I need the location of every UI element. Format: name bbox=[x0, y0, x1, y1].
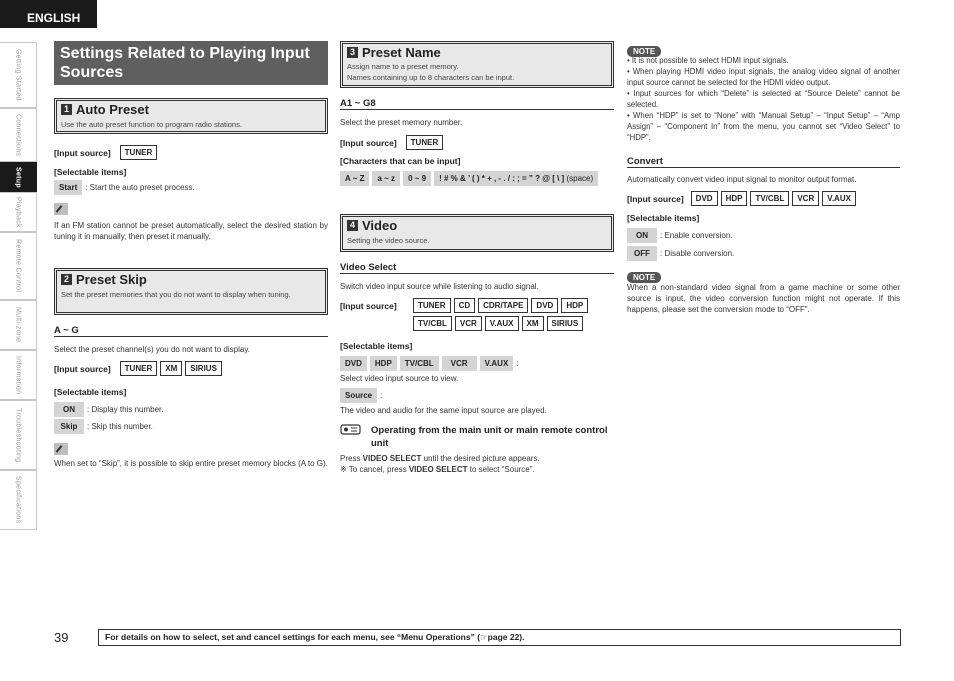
input-chip: TUNER bbox=[120, 361, 158, 376]
preset-skip-desc: Set the preset memories that you do not want to display when tuning. bbox=[61, 290, 291, 299]
preset-name-sub-desc: Select the preset memory number. bbox=[340, 118, 463, 127]
note-badge: NOTE bbox=[627, 46, 661, 57]
preset-name-desc-2: Names containing up to 8 characters can be input. bbox=[347, 73, 515, 82]
input-source-label: [Input source] bbox=[627, 193, 684, 204]
input-chip: TV/CBL bbox=[750, 191, 789, 206]
video-items-desc: Select video input source to view. bbox=[340, 374, 459, 383]
video-box bbox=[340, 214, 614, 252]
remote-control-icon bbox=[340, 422, 362, 438]
note-pencil-icon bbox=[54, 203, 68, 215]
item-chip: HDP bbox=[370, 356, 397, 371]
page-number: 39 bbox=[54, 630, 69, 645]
section-number: 3 bbox=[347, 47, 358, 58]
input-source-label: [Input source] bbox=[340, 137, 397, 148]
note-item: • Input sources for which “Delete” is selected at “Source Delete” cannot be selected. bbox=[627, 89, 900, 109]
space-label: (space) bbox=[566, 174, 594, 183]
char-chip: 0 ~ 9 bbox=[403, 171, 431, 186]
input-chip: TUNER bbox=[406, 135, 444, 150]
note-pencil-icon bbox=[54, 443, 68, 455]
preset-skip-note: When set to “Skip”, it is possible to skip entire preset memory blocks (A to G). bbox=[54, 459, 328, 468]
input-chip: V.AUX bbox=[485, 316, 519, 331]
item-chip: Source bbox=[340, 388, 377, 403]
input-chip: DVD bbox=[691, 191, 718, 206]
item-chip: TV/CBL bbox=[400, 356, 439, 371]
sidebar-item-playback[interactable]: Playback bbox=[0, 192, 37, 232]
item-chip: VCR bbox=[442, 356, 477, 371]
preset-name-box bbox=[340, 41, 614, 88]
auto-preset-desc: Use the auto preset function to program radio stations. bbox=[61, 120, 242, 129]
sidebar-item-connections[interactable]: Connections bbox=[0, 108, 37, 162]
item-chip: Skip bbox=[54, 419, 84, 434]
video-title: Video bbox=[362, 218, 398, 233]
preset-name-title: Preset Name bbox=[362, 45, 441, 60]
sidebar-item-getting-started[interactable]: Getting Started bbox=[0, 42, 37, 108]
sidebar-item-troubleshooting[interactable]: Troubleshooting bbox=[0, 400, 37, 470]
remote-operation-heading: Operating from the main unit or main remote control unit bbox=[371, 425, 608, 449]
note-badge: NOTE bbox=[627, 272, 661, 283]
item-colon: : bbox=[516, 359, 519, 368]
note-item: • It is not possible to select HDMI input signals. bbox=[627, 56, 789, 65]
preset-skip-title: Preset Skip bbox=[76, 272, 147, 287]
item-chip: OFF bbox=[627, 246, 657, 261]
video-desc: Setting the video source. bbox=[347, 236, 430, 245]
selectable-items-label: [Selectable items] bbox=[627, 213, 700, 223]
item-desc: : Skip this number. bbox=[87, 422, 153, 431]
input-source-label: [Input source] bbox=[54, 147, 111, 158]
char-chip: a ~ z bbox=[372, 171, 400, 186]
item-chip: ON bbox=[54, 402, 84, 417]
selectable-items-label: [Selectable items] bbox=[54, 167, 127, 177]
input-source-label: [Input source] bbox=[54, 363, 111, 374]
preset-skip-subheading: A ~ G bbox=[54, 325, 328, 337]
footer-reference: For details on how to select, set and cancel settings for each menu, see “Menu Operations” (☞page 22). bbox=[98, 629, 901, 646]
input-chip: DVD bbox=[531, 298, 558, 313]
note-text: When a non-standard video signal from a game machine or some other source is input, the video conversion function might not operate. If this happens, please set the conversion mode to “OFF”. bbox=[627, 283, 900, 314]
preset-name-desc-1: Assign name to a preset memory. bbox=[347, 62, 459, 71]
item-chip: ON bbox=[627, 228, 657, 243]
item-desc: : Enable conversion. bbox=[660, 231, 733, 240]
input-chip: HDP bbox=[721, 191, 748, 206]
selectable-items-label: [Selectable items] bbox=[54, 387, 127, 397]
input-chip: TUNER bbox=[413, 298, 451, 313]
note-list bbox=[627, 55, 900, 143]
input-chip: TV/CBL bbox=[413, 316, 452, 331]
input-chip: TUNER bbox=[120, 145, 158, 160]
convert-desc: Automatically convert video input signal to monitor output format. bbox=[627, 175, 857, 184]
section-number: 1 bbox=[61, 104, 72, 115]
video-source-desc: The video and audio for the same input source are played. bbox=[340, 406, 547, 415]
input-chip: VCR bbox=[455, 316, 482, 331]
reference-arrow-icon: ☞ bbox=[480, 632, 488, 642]
sidebar-item-information[interactable]: Information bbox=[0, 350, 37, 400]
auto-preset-title: Auto Preset bbox=[76, 102, 149, 117]
item-desc: : Disable conversion. bbox=[660, 249, 735, 258]
preset-skip-sub-desc: Select the preset channel(s) you do not want to display. bbox=[54, 345, 250, 354]
item-chip: Start bbox=[54, 180, 82, 195]
section-number: 4 bbox=[347, 220, 358, 231]
item-chip: DVD bbox=[340, 356, 367, 371]
input-chip: V.AUX bbox=[822, 191, 856, 206]
input-chip: XM bbox=[522, 316, 544, 331]
char-chip: ! # % & ’ ( ) * + , - . / : ; = ” ? @ [ \ ] (space) bbox=[434, 171, 598, 186]
preset-name-subheading: A1 ~ G8 bbox=[340, 98, 614, 110]
selectable-items-label: [Selectable items] bbox=[340, 341, 413, 351]
sidebar-item-multi-zone[interactable]: Multi-zone bbox=[0, 300, 37, 350]
input-chip: XM bbox=[160, 361, 182, 376]
sidebar-item-specifications[interactable]: Specifications bbox=[0, 470, 37, 530]
item-colon: : bbox=[380, 391, 383, 400]
sidebar-item-remote-control[interactable]: Remote Control bbox=[0, 232, 37, 300]
section-number: 2 bbox=[61, 274, 72, 285]
input-chip: SIRIUS bbox=[547, 316, 584, 331]
input-chip: CD bbox=[454, 298, 476, 313]
item-desc: : Start the auto preset process. bbox=[85, 183, 195, 192]
note-item: • When “HDP” is set to “None” with “Manual Setup” – “Input Setup” – “Amp Assign” – “Component In” from the menu, you cannot set “Video Select” to “HDP”. bbox=[627, 111, 900, 142]
input-source-label: [Input source] bbox=[340, 301, 397, 311]
convert-heading: Convert bbox=[627, 156, 900, 168]
input-chip: SIRIUS bbox=[185, 361, 222, 376]
language-label: ENGLISH bbox=[0, 0, 97, 28]
item-chip: V.AUX bbox=[480, 356, 514, 371]
preset-skip-box bbox=[54, 268, 328, 315]
input-chip: CDR/TAPE bbox=[478, 298, 528, 313]
section-title: Settings Related to Playing Input Sources bbox=[54, 41, 328, 85]
input-chip: VCR bbox=[792, 191, 819, 206]
auto-preset-box bbox=[54, 98, 328, 134]
input-chip: HDP bbox=[561, 298, 588, 313]
sidebar-item-setup[interactable]: Setup bbox=[0, 162, 37, 192]
remote-instruction: Press VIDEO SELECT until the desired picture appears. bbox=[340, 454, 540, 463]
auto-preset-note: If an FM station cannot be preset automatically, select the desired station by tuning it in manually, then preset it manually. bbox=[54, 221, 328, 241]
item-desc: : Display this number. bbox=[87, 405, 164, 414]
char-chip: A ~ Z bbox=[340, 171, 369, 186]
cancel-instruction: ※ To cancel, press VIDEO SELECT to select “Source”. bbox=[340, 465, 535, 474]
video-select-subheading: Video Select bbox=[340, 262, 614, 274]
video-select-desc: Switch video input source while listening to audio signal. bbox=[340, 282, 539, 291]
characters-label: [Characters that can be input] bbox=[340, 156, 461, 166]
note-item: • When playing HDMI video input signals, the analog video signal of another input source cannot be selected for the HDMI video output. bbox=[627, 67, 900, 87]
